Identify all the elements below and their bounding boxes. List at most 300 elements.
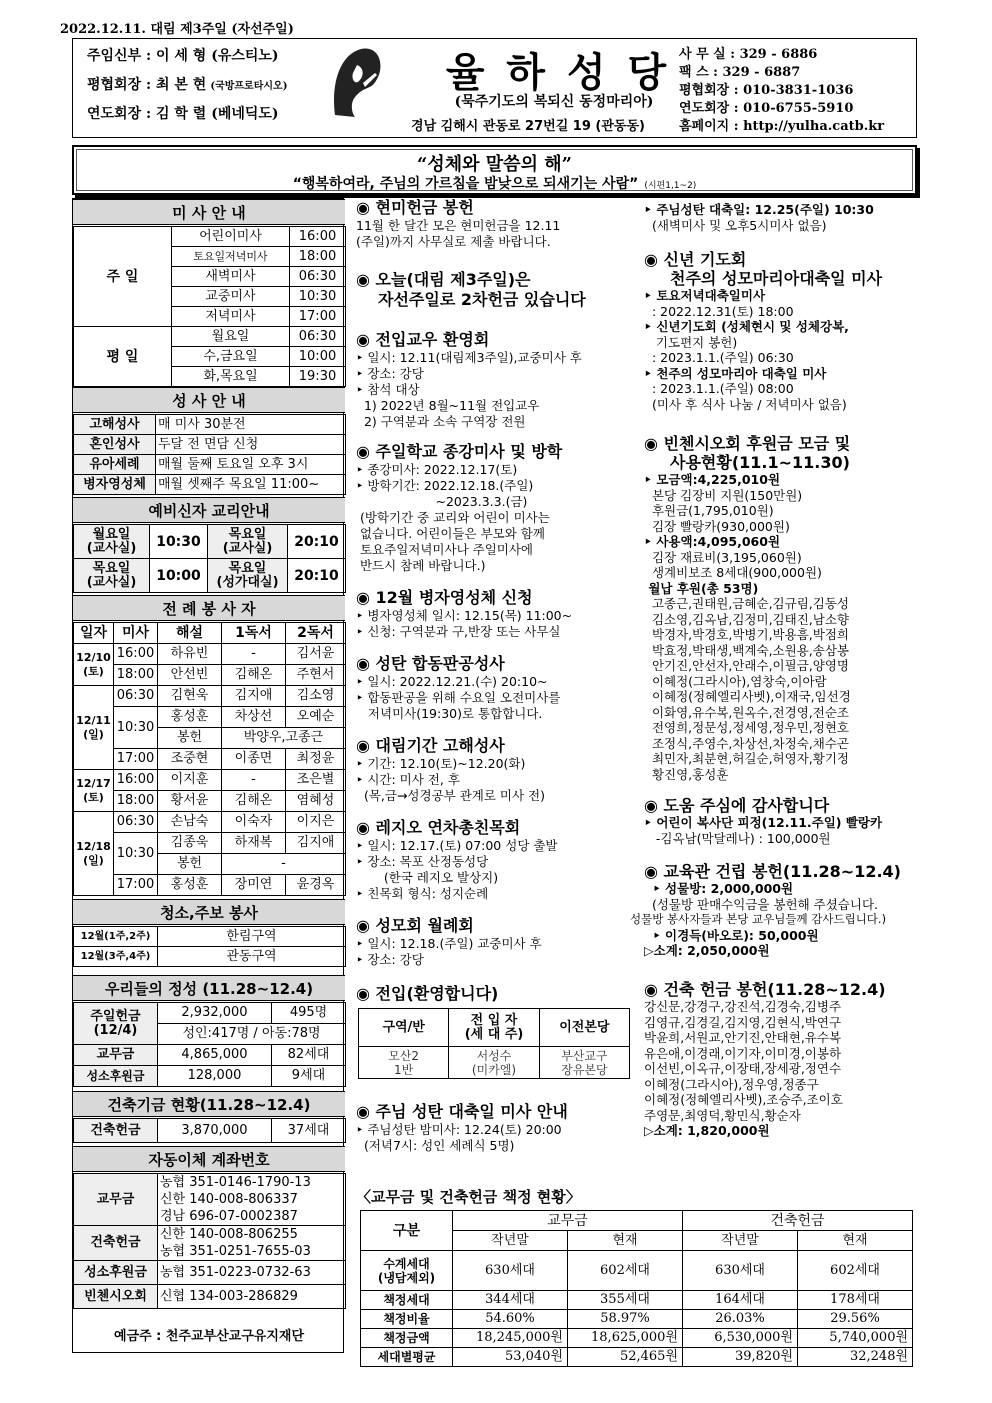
section-line: 김장 빨랑카(930,000원) — [644, 518, 790, 534]
section-title: ◉ 현미헌금 봉헌 — [356, 198, 474, 217]
sec-newcomers — [356, 984, 640, 1004]
section-line: ▷소계: 2,050,000원 — [644, 943, 770, 958]
mass-table — [73, 226, 346, 387]
sec-new-year — [644, 250, 920, 412]
table-cell: 164세대 — [683, 1291, 798, 1310]
section-line: ‣ 참석 대상 — [356, 382, 420, 397]
section-title: ◉ 신년 기도회 — [644, 250, 747, 269]
table-cell: 2,932,000 — [158, 1003, 272, 1024]
table-cell: 건축헌금 — [74, 1119, 158, 1143]
section-line: ‣ 합동판공을 위해 수요일 오전미사를 — [356, 690, 561, 705]
table-cell: 19:30 — [290, 367, 346, 387]
section-line: ‣ 주님성탄 밤미사: 12.24(토) 20:00 — [356, 1122, 562, 1137]
table-cell: 한림구역 — [158, 927, 346, 947]
banner-title: “성체와 말씀의 해” — [417, 154, 572, 175]
section-line: ‣ 일시: 12.17.(토) 07:00 성당 출발 — [356, 838, 558, 853]
sec-legio — [356, 818, 640, 902]
date-line: 2022.12.11. 대림 제3주일 (자선주일) — [60, 22, 294, 37]
section-line: 1) 2022년 8월~11월 전입교우 — [356, 398, 540, 413]
table-cell: 1독서 — [222, 623, 286, 644]
section-line: 11월 한 달간 모은 현미헌금을 12.11 — [356, 218, 561, 233]
table-cell: 12/18 (일) — [74, 812, 114, 896]
table-cell: 20:10 — [288, 559, 346, 593]
sec-vincent — [644, 434, 920, 782]
sacrament-header: 성 사 안 내 — [73, 387, 345, 413]
section-line: 최민자,최분현,허길순,허영자,황기정 — [644, 751, 849, 766]
header-contact-line: 사 무 실 : 329 - 6886 — [679, 47, 818, 62]
header-contact-line: 연도회장 : 010-6755-5910 — [679, 101, 854, 116]
table-cell: 18:00 — [290, 247, 346, 267]
table-cell: 화,목요일 — [172, 367, 290, 387]
table-row — [74, 770, 346, 791]
table-cell: 봉헌 — [158, 728, 222, 749]
section-line: 안기진,안선자,안래수,이필금,양영명 — [644, 658, 849, 673]
section-title: ◉ 전입(환영합니다) — [356, 984, 499, 1003]
sec-building-offering — [644, 980, 920, 1139]
sec-advent-confession — [356, 736, 640, 804]
table-cell: 전 입 자 (세 대 주) — [449, 1009, 539, 1047]
table-cell: 성소후원금 — [74, 1066, 158, 1087]
liturgy-header: 전 례 봉 사 자 — [73, 595, 345, 621]
section-line: 2) 구역분과 소속 구역장 전원 — [356, 414, 526, 429]
section-line: ‣ 신청: 구역분과 구,반장 또는 사무실 — [356, 624, 561, 639]
section-line: 월납 후원(총 53명) — [644, 580, 759, 596]
table-cell: 김해온 — [222, 791, 286, 812]
table-cell: 현재 — [568, 1231, 683, 1251]
table-cell: 10:00 — [290, 347, 346, 367]
cleaning-header: 청소,주보 봉사 — [73, 899, 345, 925]
section-line: ~2023.3.3.(금) — [356, 494, 528, 509]
table-row — [74, 559, 346, 593]
table-row — [74, 1285, 346, 1309]
table-cell: 3,870,000 — [158, 1119, 272, 1143]
section-line: ▷소계: 1,820,000원 — [644, 1123, 770, 1138]
table-cell: - — [222, 644, 286, 665]
section-line: 저녁미사(19:30)로 통합합니다. — [356, 706, 543, 721]
middle-column — [350, 198, 640, 1183]
table-cell: 매월 셋째주 목요일 11:00~ — [156, 475, 346, 495]
section-line: ‣ 친목회 형식: 성지순례 — [356, 886, 489, 901]
section-line: (성물방 판매수익금을 봉헌해 주셨습니다. — [644, 896, 878, 912]
table-cell: 봉헌 — [158, 854, 222, 875]
section-title-2: 천주의 성모마리아대축일 미사 — [670, 269, 883, 288]
table-cell: 16:00 — [114, 770, 158, 791]
header-box — [72, 38, 917, 138]
section-line: 이선빈,이옥규,이장태,장세광,정연수 — [644, 1061, 842, 1076]
sec-christmas-mass — [356, 1102, 640, 1154]
table-row — [74, 686, 346, 707]
mass-header: 미 사 안 내 — [73, 199, 345, 225]
table-cell: 혼인성사 — [74, 435, 156, 455]
section-title: ◉ 성탄 합동판공성사 — [356, 654, 505, 673]
section-title: ◉ 오늘(대림 제3주일)은 — [356, 270, 531, 289]
table-cell: 128,000 — [158, 1066, 272, 1087]
table-cell: 630세대 — [453, 1251, 568, 1291]
table-cell: 10:00 — [150, 559, 208, 593]
table-row — [74, 791, 346, 812]
table-cell: 유아세례 — [74, 455, 156, 475]
catechumen-table — [73, 524, 346, 593]
building-header: 건축기금 현황(11.28~12.4) — [73, 1091, 345, 1117]
table-cell: 06:30 — [290, 327, 346, 347]
church-name: 율 하 성 당 — [445, 49, 671, 96]
table-cell: 18,245,000원 — [453, 1329, 568, 1348]
table-cell: 토요일저녁미사 — [172, 247, 290, 267]
table-cell: 미사 — [114, 623, 158, 644]
table-cell: 월요일 (교사실) — [74, 525, 150, 559]
section-line: 주영문,최영덕,황민식,황순자 — [644, 1107, 801, 1123]
table-cell: 목요일 (성가대실) — [208, 559, 288, 593]
table-cell: 18,625,000원 — [568, 1329, 683, 1348]
section-title: ◉ 건축 헌금 봉헌(11.28~12.4) — [644, 980, 886, 999]
sec-welcome-party — [356, 330, 640, 430]
table-cell: 현재 — [798, 1231, 913, 1251]
table-row — [74, 707, 346, 728]
table-cell: 2독서 — [286, 623, 346, 644]
table-cell: 윤경옥 — [286, 875, 346, 896]
table-cell: 손남숙 — [158, 812, 222, 833]
section-line: 이화영,유수복,원옥수,전경영,전순조 — [644, 704, 849, 720]
section-line: 박효정,박태생,백계숙,소원용,송삼봉 — [644, 642, 849, 658]
table-cell: 06:30 — [290, 267, 346, 287]
table-row — [74, 623, 346, 644]
table-cell: 54.60% — [453, 1310, 568, 1329]
table-cell: 주 일 — [74, 227, 172, 327]
section-line: 토요주일저녁미사나 주일미사에 — [356, 542, 533, 557]
table-row — [74, 415, 346, 435]
table-cell: 평 일 — [74, 327, 172, 387]
table-cell: 목요일 (교사실) — [74, 559, 150, 593]
section-title: ◉ 12월 병자영성체 신청 — [356, 588, 533, 607]
table-cell: 355세대 — [568, 1291, 683, 1310]
table-cell: 신협 134-003-286829 — [158, 1285, 346, 1309]
table-cell: 작년말 — [453, 1231, 568, 1251]
section-line: 박경자,박경호,박병기,박용흠,박점희 — [644, 627, 849, 642]
table-cell: 495명 — [272, 1003, 346, 1024]
section-title: ◉ 빈첸시오회 후원금 모금 및 — [644, 434, 851, 453]
table-cell: 작년말 — [683, 1231, 798, 1251]
table-cell: 16:00 — [290, 227, 346, 247]
table-cell: 17:00 — [114, 749, 158, 770]
table-cell: 이숙자 — [222, 812, 286, 833]
section-line: 본당 김장비 지원(150만원) — [644, 487, 803, 503]
header-contact-line: 팩 스 : 329 - 6887 — [679, 65, 801, 80]
banner-ref: (시편1,1~2) — [644, 181, 697, 191]
table-cell: 책정금액 — [361, 1329, 453, 1348]
table-cell: 해설 — [158, 623, 222, 644]
table-cell: 새벽미사 — [172, 267, 290, 287]
header-contact-line: 홈페이지 : http://yulha.catb.kr — [679, 119, 885, 134]
table-cell: 18:00 — [114, 791, 158, 812]
section-line: : 2022.12.31(토) 18:00 — [644, 303, 794, 319]
table-cell: 장미연 — [222, 875, 286, 896]
table-cell: 구역/반 — [359, 1009, 449, 1047]
table-cell: 매월 둘째 토요일 오후 3시 — [156, 455, 346, 475]
section-line: -김옥남(막달레나) : 100,000원 — [644, 830, 831, 846]
account-holder: 예금주 : 천주교부산교구유지재단 — [113, 1329, 305, 1344]
table-cell: 주현서 — [286, 665, 346, 686]
table-cell: 26.03% — [683, 1310, 798, 1329]
table-cell: 12/10 (토) — [74, 644, 114, 686]
table-cell: 주일헌금 (12/4) — [74, 1003, 158, 1045]
section-line: 황진영,홍성훈 — [644, 766, 729, 782]
church-logo — [325, 45, 387, 119]
section-title: ◉ 도움 주심에 감사합니다 — [644, 796, 830, 815]
pledge-table — [360, 1210, 913, 1367]
table-cell: 39,820원 — [683, 1348, 798, 1367]
table-cell: 황서윤 — [158, 791, 222, 812]
section-line: ‣ 토요저녁대축일미사 — [644, 288, 766, 303]
accounts-header: 자동이체 계좌번호 — [73, 1146, 345, 1172]
section-line: ‣ 종강미사: 2022.12.17(토) — [356, 462, 518, 477]
section-line: ‣ 장소: 목포 산정동성당 — [356, 854, 489, 869]
section-line: (미사 후 식사 나눔 / 저녁미사 없음) — [644, 396, 847, 412]
table-cell: 수계세대 (냉담제외) — [361, 1251, 453, 1291]
table-row — [74, 525, 346, 559]
section-line: ‣ 시간: 미사 전, 후 — [356, 772, 460, 787]
section-line: (새벽미사 및 오후5시미사 없음) — [644, 217, 827, 233]
section-line: ‣ 성물방: 2,000,000원 — [644, 881, 794, 896]
table-cell: - — [222, 770, 286, 791]
section-title: ◉ 성모회 월례회 — [356, 916, 474, 935]
table-cell: 농협 351-0146-1790-13 신한 140-008-806337 경남 696-07-0002387 — [158, 1174, 346, 1226]
banner-quote-row — [74, 173, 915, 193]
table-cell: 세대별평균 — [361, 1348, 453, 1367]
table-cell: 김소영 — [286, 686, 346, 707]
sacrament-table — [73, 414, 346, 495]
table-cell: 178세대 — [798, 1291, 913, 1310]
table-cell: 조중현 — [158, 749, 222, 770]
table-cell: 12월(1주,2주) — [74, 927, 158, 947]
sec-mission-offering — [356, 198, 640, 250]
table-cell: 10:30 — [290, 287, 346, 307]
accounts-table — [73, 1173, 346, 1309]
section-line: 김소영,김옥남,김정미,김태진,남소향 — [644, 611, 849, 627]
table-cell: 6,530,000원 — [683, 1329, 798, 1348]
section-title: ◉ 레지오 연차총친목회 — [356, 818, 521, 837]
table-cell: 602세대 — [798, 1251, 913, 1291]
section-line: ‣ 병자영성체 일시: 12.15(목) 11:00~ — [356, 608, 573, 623]
section-line: 없습니다. 어린이들은 부모와 함께 — [356, 526, 545, 541]
table-cell: 성소후원금 — [74, 1261, 158, 1285]
section-line: ‣ 사용액:4,095,060원 — [644, 534, 781, 549]
table-cell: 4,865,000 — [158, 1045, 272, 1066]
newcomer-table — [358, 1008, 630, 1079]
table-cell: 김서윤 — [286, 644, 346, 665]
table-cell: 82세대 — [272, 1045, 346, 1066]
table-cell: 17:00 — [290, 307, 346, 327]
section-line: 이혜정(그라시아),염창숙,이아람 — [644, 673, 827, 689]
table-cell: - — [222, 854, 346, 875]
table-cell: 10:30 — [114, 707, 158, 749]
table-cell: 37세대 — [272, 1119, 346, 1143]
table-cell: 신한 140-008-806255 농협 351-0251-7655-03 — [158, 1226, 346, 1261]
table-cell: 하재복 — [222, 833, 286, 854]
table-cell: 건축헌금 — [683, 1211, 913, 1231]
table-cell: 이지은 — [286, 812, 346, 833]
section-line: 김장 재료비(3,195,060원) — [644, 549, 802, 565]
table-cell: 차상선 — [222, 707, 286, 728]
table-row — [74, 227, 346, 247]
sec-sunday-school — [356, 442, 640, 574]
section-line: (주일)까지 사무실로 제출 바랍니다. — [356, 234, 551, 249]
section-title: ◉ 교육관 건립 봉헌(11.28~12.4) — [644, 862, 901, 881]
section-line: ‣ 일시: 12.18.(주일) 교중미사 후 — [356, 936, 542, 951]
table-cell: 월요일 — [172, 327, 290, 347]
section-line: 성물방 봉사자들과 본당 교우님들께 감사드립니다.) — [630, 912, 887, 926]
table-row — [74, 947, 346, 967]
section-line: ‣ 신년기도회 (성체현시 및 성체강복, — [644, 319, 849, 334]
table-cell: 이전본당 — [539, 1009, 629, 1047]
table-cell: 53,040원 — [453, 1348, 568, 1367]
table-cell: 모산2 1반 — [359, 1047, 449, 1079]
table-cell: 안선빈 — [158, 665, 222, 686]
section-line: 이혜정(정혜엘리사벳),조승주,조이호 — [644, 1092, 843, 1107]
table-cell: 두달 전 면담 신청 — [156, 435, 346, 455]
table-row — [74, 475, 346, 495]
header-left-line: 평협회장 : 최 본 현 (국방프로타시오) — [87, 77, 288, 93]
table-cell: 저녁미사 — [172, 307, 290, 327]
table-cell: 5,740,000원 — [798, 1329, 913, 1348]
table-cell: 병자영성체 — [74, 475, 156, 495]
section-title: ◉ 주일학교 종강미사 및 방학 — [356, 442, 563, 461]
table-cell: 교무금 — [453, 1211, 683, 1231]
section-line: (저녁7시: 성인 세례식 5명) — [356, 1138, 515, 1153]
table-cell: 목요일 (교사실) — [208, 525, 288, 559]
table-cell: 홍성훈 — [158, 875, 222, 896]
section-line: : 2023.1.1.(주일) 08:00 — [644, 381, 794, 396]
section-line: 고종근,권태원,금혜순,김규림,김동성 — [644, 596, 849, 611]
sec-education-hall — [630, 862, 920, 959]
table-cell: 부산교구 장유본당 — [539, 1047, 629, 1079]
table-cell: 농협 351-0223-0732-63 — [158, 1261, 346, 1285]
table-cell: 일자 — [74, 623, 114, 644]
table-row — [74, 327, 346, 347]
section-line: 강신문,강경구,강진석,김경숙,김병주 — [644, 999, 842, 1014]
table-cell: 수,금요일 — [172, 347, 290, 367]
section-line: 김영규,김경길,김지영,김현식,박연구 — [644, 1014, 842, 1030]
table-row — [74, 665, 346, 686]
header-left-line: 연도회장 : 김 학 렬 (베네딕도) — [87, 106, 279, 122]
table-row — [74, 833, 346, 854]
table-cell: 10:30 — [114, 833, 158, 875]
table-cell: 최정윤 — [286, 749, 346, 770]
table-cell: 32,248원 — [798, 1348, 913, 1367]
table-row — [74, 435, 346, 455]
section-line: ‣ 어린이 복사단 피정(12.11.주일) 빨랑카 — [644, 815, 883, 830]
table-cell: 홍성훈 — [158, 707, 222, 728]
section-line: 조정식,주영수,차상선,차정숙,채수곤 — [644, 735, 849, 751]
sec-thanks — [644, 796, 920, 846]
header-contact-line: 평협회장 : 010-3831-1036 — [679, 83, 854, 98]
section-title: ◉ 전입교우 환영회 — [356, 330, 490, 349]
table-cell: 52,465원 — [568, 1348, 683, 1367]
section-line: ‣ 천주의 성모마리아 대축일 미사 — [644, 365, 827, 381]
left-column — [72, 198, 344, 1353]
table-cell: 이종면 — [222, 749, 286, 770]
table-row — [74, 1226, 346, 1261]
table-row — [74, 927, 346, 947]
liturgy-table — [73, 622, 346, 896]
offering-table — [73, 1002, 346, 1087]
table-cell: 조은별 — [286, 770, 346, 791]
section-title: ◉ 대림기간 고해성사 — [356, 736, 505, 755]
section-line: (목,금→성경공부 관계로 미사 전) — [356, 788, 545, 803]
offering-header: 우리들의 정성 (11.28~12.4) — [73, 975, 345, 1001]
table-cell: 김현욱 — [158, 686, 222, 707]
table-cell: 김해온 — [222, 665, 286, 686]
table-cell: 17:00 — [114, 875, 158, 896]
section-title: ◉ 주님 성탄 대축일 미사 안내 — [356, 1102, 568, 1121]
sec-christmas-day — [644, 202, 920, 233]
table-cell: 서성수 (미카엘) — [449, 1047, 539, 1079]
section-line: ‣ 모금액:4,225,010원 — [644, 472, 781, 487]
section-line: ‣ 일시: 12.11(대림제3주일),교중미사 후 — [356, 350, 582, 365]
table-row — [74, 875, 346, 896]
table-cell: 김지애 — [222, 686, 286, 707]
table-cell: 책정세대 — [361, 1291, 453, 1310]
section-line: 반드시 참례 바랍니다.) — [356, 558, 486, 573]
section-line: (한국 레지오 발상지) — [356, 870, 499, 885]
section-line: 이혜정(정혜엘리사벳),이재국,임선경 — [644, 689, 851, 704]
church-address: 경남 김해시 관동로 27번길 19 (관동동) — [411, 119, 645, 134]
section-line: 생계비보조 8세대(900,000원) — [644, 565, 822, 580]
table-cell: 18:00 — [114, 665, 158, 686]
cleaning-table — [73, 926, 346, 967]
table-row — [74, 812, 346, 833]
table-cell: 하유빈 — [158, 644, 222, 665]
section-line: ‣ 장소: 강당 — [356, 952, 424, 967]
catechumen-header: 예비신자 교리안내 — [73, 497, 345, 523]
table-cell: 06:30 — [114, 686, 158, 707]
table-cell: 염혜성 — [286, 791, 346, 812]
banner — [72, 145, 917, 195]
praying-mary-icon — [325, 45, 387, 119]
section-line: ‣ 방학기간: 2022.12.18.(주일) — [356, 478, 534, 493]
section-line: 후원금(1,795,010원) — [644, 503, 774, 518]
table-cell: 교중미사 — [172, 287, 290, 307]
table-cell: 김지애 — [286, 833, 346, 854]
table-cell: 630세대 — [683, 1251, 798, 1291]
table-cell: 06:30 — [114, 812, 158, 833]
table-cell: 고해성사 — [74, 415, 156, 435]
table-row — [74, 1174, 346, 1226]
pledge-title: 〈교무금 및 건축헌금 책정 현황〉 — [356, 1188, 581, 1206]
section-line: ‣ 일시: 2022.12.21.(수) 20:10~ — [356, 674, 548, 689]
section-line: 전영희,정문성,정세영,정우민,정현호 — [644, 720, 849, 735]
table-row — [74, 749, 346, 770]
table-cell: 344세대 — [453, 1291, 568, 1310]
table-row — [74, 1003, 346, 1024]
table-cell: 오예순 — [286, 707, 346, 728]
table-cell: 건축헌금 — [74, 1226, 158, 1261]
section-line: 이혜정(그라시아),정우영,정종구 — [644, 1076, 819, 1092]
section-title-2: 사용현황(11.1~11.30) — [670, 453, 850, 472]
table-row — [74, 455, 346, 475]
table-cell: 박양우,고종근 — [222, 728, 346, 749]
table-cell: 16:00 — [114, 644, 158, 665]
sec-charity-sunday — [356, 270, 640, 310]
header-left-suffix: (국방프로타시오) — [210, 81, 288, 92]
section-line: ‣ 주님성탄 대축일: 12.25(주일) 10:30 — [644, 202, 874, 217]
table-row — [74, 1119, 346, 1143]
building-table — [73, 1118, 346, 1143]
table-cell: 이지훈 — [158, 770, 222, 791]
sec-mothers — [356, 916, 640, 968]
sec-confession-joint — [356, 654, 640, 722]
table-cell: 29.56% — [798, 1310, 913, 1329]
table-cell: 교무금 — [74, 1174, 158, 1226]
